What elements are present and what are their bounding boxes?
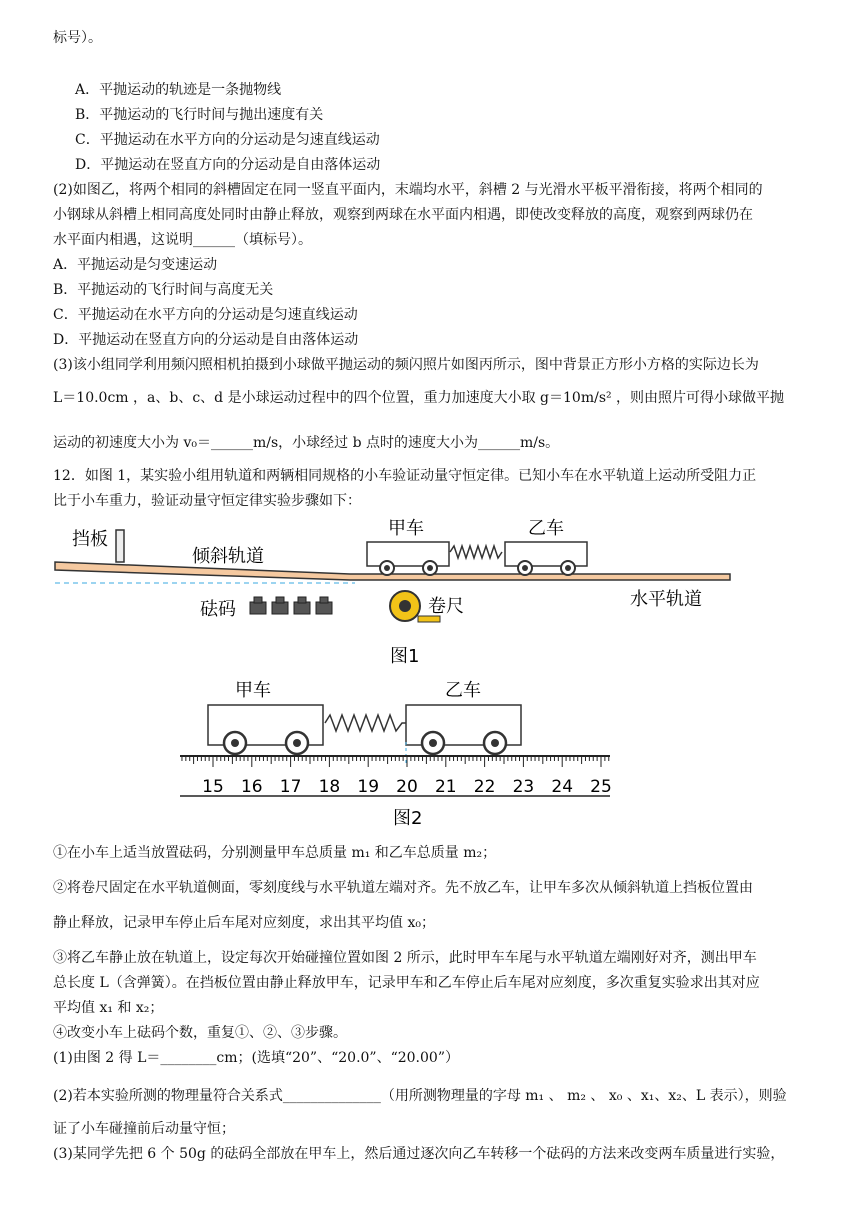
text-line: (3)该小组同学利用频闪照相机拍摄到小球做平抛运动的频闪照片如图丙所示，图中背景正方形小方格的实际边长为 <box>53 357 759 373</box>
text-line: (2)如图乙，将两个相同的斜槽固定在同一竖直平面内，末端均水平，斜槽 2 与光滑水平板平滑衔接，将两个相同的 <box>53 182 763 198</box>
text-line: 静止释放，记录甲车停止后车尾对应刻度，求出其平均值 x₀； <box>53 915 435 931</box>
ruler-tick-label: 16 <box>240 777 263 797</box>
step-4: ④改变小车上砝码个数，重复①、②、③步骤。 <box>53 1025 347 1041</box>
ruler-tick-labels <box>202 777 612 797</box>
question-12: 12．如图 1，某实验小组用轨道和两辆相同规格的小车验证动量守恒定律。已知小车在水平轨道上运动所受阻力正 <box>53 468 757 484</box>
option-a: A．平抛运动的轨迹是一条抛物线 <box>75 82 282 98</box>
text-line: 水平面内相遇，这说明______（填标号）。 <box>53 232 312 248</box>
car-a-body <box>367 542 449 566</box>
incline-label: 倾斜轨道 <box>192 546 264 567</box>
ruler-tick-label: 20 <box>396 777 418 797</box>
option-d: D．平抛运动在竖直方向的分运动是自由落体运动 <box>75 157 381 173</box>
ruler-tick-label: 17 <box>279 777 302 797</box>
spring <box>325 715 406 731</box>
ruler-tick-label: 15 <box>202 777 224 797</box>
sub-question-1: (1)由图 2 得 L＝________cm；(选填“20”、“20.0”、“20.00”） <box>53 1050 459 1066</box>
ruler-tick-label: 25 <box>590 777 612 797</box>
figure-2-caption: 图2 <box>393 808 423 829</box>
text-line: 平均值 x₁ 和 x₂； <box>53 1000 164 1016</box>
tape-label: 卷尺 <box>428 596 464 617</box>
car-b-label: 乙车 <box>445 680 481 701</box>
option-b: B．平抛运动的飞行时间与抛出速度有关 <box>75 107 324 123</box>
ruler-tick-label: 18 <box>318 777 341 797</box>
text-line: 比于小车重力，验证动量守恒定律实验步骤如下： <box>53 493 361 509</box>
option-c: C．平抛运动在水平方向的分运动是匀速直线运动 <box>75 132 380 148</box>
text-line: 证了小车碰撞前后动量守恒； <box>53 1121 235 1137</box>
text-line: 小钢球从斜槽上相同高度处同时由静止释放，观察到两球在水平面内相遇，即使改变释放的高度，观察到两球仍在 <box>53 207 753 223</box>
sub-question-3: (3)某同学先把 6 个 50g 的砝码全部放在甲车上，然后通过逐次向乙车转移一个砝码的方法来改变两车质量进行实验， <box>53 1146 785 1162</box>
ruler-tick-label: 22 <box>473 777 496 797</box>
baffle-label: 挡板 <box>72 529 108 550</box>
text-line: 标号）。 <box>53 30 102 46</box>
option-d: D．平抛运动在竖直方向的分运动是自由落体运动 <box>53 332 359 348</box>
weights-label: 砝码 <box>200 599 236 620</box>
ruler-tick-label: 21 <box>434 777 457 797</box>
text-line: L＝10.0cm ，a、b、c、d 是小球运动过程中的四个位置，重力加速度大小取 g＝10m/s² ，则由照片可得小球做平抛 <box>53 390 785 406</box>
option-a: A．平抛运动是匀变速运动 <box>53 257 218 273</box>
car-a-label: 甲车 <box>388 518 424 539</box>
car-b-body <box>505 542 587 566</box>
option-b: B．平抛运动的飞行时间与高度无关 <box>53 282 274 298</box>
car-b-label: 乙车 <box>528 518 564 539</box>
sub-question-2: (2)若本实验所测的物理量符合关系式______________（用所测物理量的字母 m₁ 、 m₂ 、 x₀ 、x₁、x₂、L 表示），则验 <box>53 1088 787 1104</box>
weights-icon <box>250 597 332 614</box>
figure-1-caption: 图1 <box>390 646 420 667</box>
text-line: 运动的初速度大小为 v₀＝______m/s，小球经过 b 点时的速度大小为______m/s。 <box>53 435 560 451</box>
step-1: ①在小车上适当放置砝码，分别测量甲车总质量 m₁ 和乙车总质量 m₂； <box>53 845 497 861</box>
option-c: C．平抛运动在水平方向的分运动是匀速直线运动 <box>53 307 358 323</box>
figure-1 <box>50 518 740 668</box>
ruler-tick-label: 24 <box>551 777 574 797</box>
car-a-label: 甲车 <box>235 680 271 701</box>
ruler-tick-label: 23 <box>512 777 535 797</box>
ruler-ticks <box>182 756 609 767</box>
baffle-shape <box>116 530 124 562</box>
ruler-tick-label: 19 <box>357 777 380 797</box>
step-3: ③将乙车静止放在轨道上，设定每次开始碰撞位置如图 2 所示，此时甲车车尾与水平轨道左端刚好对齐，测出甲车 <box>53 950 757 966</box>
step-2: ②将卷尺固定在水平轨道侧面，零刻度线与水平轨道左端对齐。先不放乙车，让甲车多次从倾斜轨道上挡板位置由 <box>53 880 753 896</box>
figure-2 <box>175 678 625 830</box>
spring <box>450 546 502 558</box>
track-label: 水平轨道 <box>630 589 702 610</box>
text-line: 总长度 L（含弹簧）。在挡板位置由静止释放甲车，记录甲车和乙车停止后车尾对应刻度，多次重复实验求出其对应 <box>53 975 760 991</box>
